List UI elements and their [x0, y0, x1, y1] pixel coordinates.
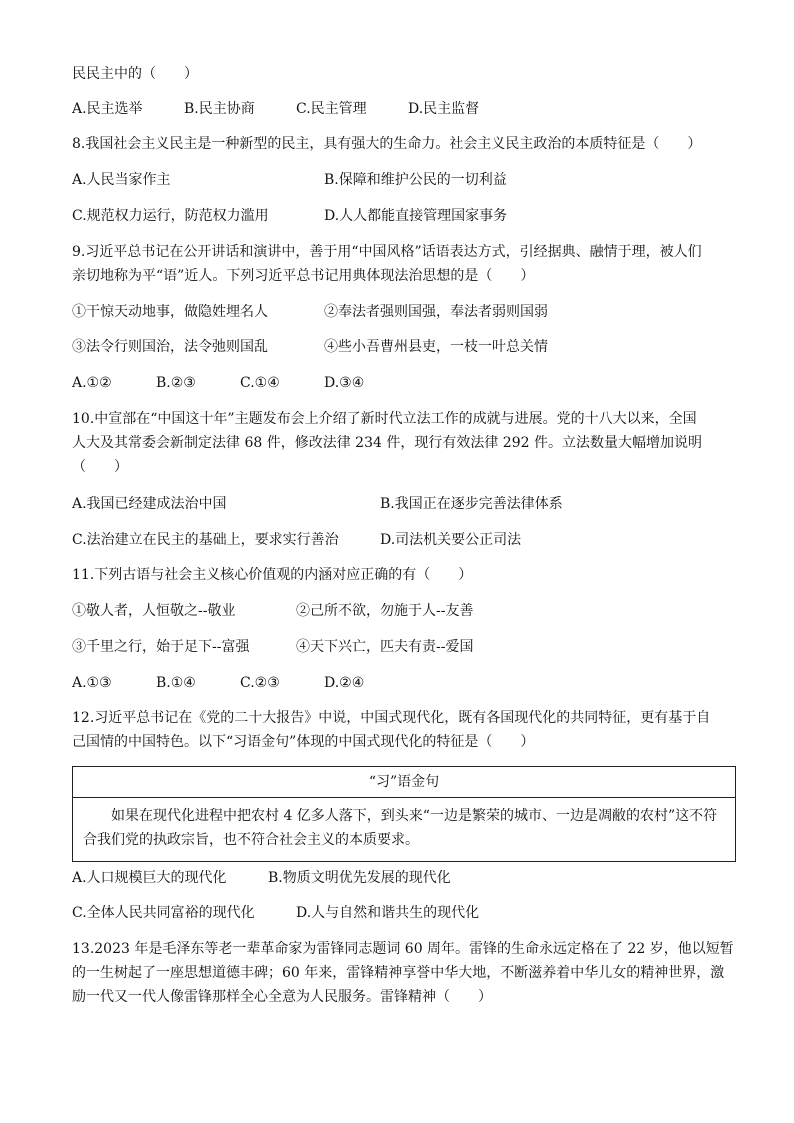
q7-option-b: B.民主协商: [184, 101, 255, 117]
q9-statement-1: ①干惊天动地事，做隐姓埋名人: [72, 304, 268, 320]
quote-box-body: [73, 798, 735, 852]
q12-option-b: B.物质文明优先发展的现代化: [268, 870, 451, 886]
q11-statement-2: ②己所不欲，勿施于人--友善: [296, 603, 474, 619]
quote-box-line1: 如果在现代化进程中把农村 4 亿多人落下，到头来“一边是繁荣的城市、一边是凋敝的农村”这不符: [111, 808, 718, 824]
q11-statement-1: ①敬人者，人恒敬之--敬业: [72, 603, 236, 619]
q9-option-b: B.②③: [156, 375, 196, 391]
q7-stem-end: 民民主中的（ ）: [72, 66, 198, 82]
q10-stem-line3: （ ）: [72, 459, 128, 475]
q12-stem-line1: 12.习近平总书记在《党的二十大报告》中说，中国式现代化，既有各国现代化的共同特征，更有基于自: [72, 710, 711, 726]
q11-statement-3: ③千里之行，始于足下--富强: [72, 639, 250, 655]
q8-stem: 8.我国社会主义民主是一种新型的民主，具有强大的生命力。社会主义民主政治的本质特征是（ ）: [72, 136, 702, 152]
q8-option-a: A.人民当家作主: [72, 172, 171, 188]
q9-statement-2: ②奉法者强则国强，奉法者弱则国弱: [324, 304, 548, 320]
q13-stem-line2: 的一生树起了一座思想道德丰碑；60 年来，雷锋精神享誉中华大地，不断滋养着中华儿女的精神世界，激: [72, 965, 725, 981]
q11-option-a: A.①③: [72, 675, 112, 691]
q12-option-c: C.全体人民共同富裕的现代化: [72, 905, 255, 921]
q11-option-b: B.①④: [156, 675, 196, 691]
q10-option-c: C.法治建立在民主的基础上，要求实行善治: [72, 532, 339, 548]
q8-option-c: C.规范权力运行，防范权力滥用: [72, 208, 269, 224]
q7-option-d: D.民主监督: [408, 101, 480, 117]
q9-stem-line2: 亲切地称为平“语”近人。下列习近平总书记用典体现法治思想的是（ ）: [72, 268, 535, 284]
quote-box: [72, 766, 736, 862]
q11-option-d: D.②④: [324, 675, 365, 691]
q10-option-a: A.我国已经建成法治中国: [72, 496, 227, 512]
quote-box-line2: 合我们党的执政宗旨，也不符合社会主义的本质要求。: [83, 832, 419, 848]
q9-stem-line1: 9.习近平总书记在公开讲话和演讲中，善于用“中国风格”话语表达方式，引经据典、融情于理，被人们: [72, 244, 702, 260]
q9-option-d: D.③④: [324, 375, 365, 391]
q10-option-b: B.我国正在逐步完善法律体系: [380, 496, 563, 512]
q8-option-b: B.保障和维护公民的一切利益: [324, 172, 507, 188]
q9-statement-4: ④些小吾曹州县吏，一枝一叶总关情: [324, 339, 548, 355]
q7-option-c: C.民主管理: [296, 101, 367, 117]
q13-stem-line3: 励一代又一代人像雷锋那样全心全意为人民服务。雷锋精神（ ）: [72, 989, 492, 1005]
q7-option-a: A.民主选举: [72, 101, 143, 117]
q12-option-a: A.人口规模巨大的现代化: [72, 870, 227, 886]
q9-statement-3: ③法令行则国治，法令弛则国乱: [72, 339, 268, 355]
q13-stem-line1: 13.2023 年是毛泽东等老一辈革命家为雷锋同志题词 60 周年。雷锋的生命永远定格在了 22 岁，他以短暂: [72, 941, 734, 957]
q9-option-c: C.①④: [240, 375, 280, 391]
q8-option-d: D.人人都能直接管理国家事务: [324, 208, 508, 224]
q10-option-d: D.司法机关要公正司法: [380, 532, 522, 548]
q11-option-c: C.②③: [240, 675, 280, 691]
q12-option-d: D.人与自然和谐共生的现代化: [296, 905, 480, 921]
q12-stem-line2: 己国情的中国特色。以下“习语金句”体现的中国式现代化的特征是（ ）: [72, 734, 535, 750]
q11-statement-4: ④天下兴亡，匹夫有责--爱国: [296, 639, 474, 655]
q11-stem: 11.下列古语与社会主义核心价值观的内涵对应正确的有（ ）: [72, 567, 473, 583]
q10-stem-line2: 人大及其常委会新制定法律 68 件，修改法律 234 件，现行有效法律 292 件。立法数量大幅增加说明: [72, 435, 702, 451]
q9-option-a: A.①②: [72, 375, 112, 391]
q10-stem-line1: 10.中宣部在“中国这十年”主题发布会上介绍了新时代立法工作的成就与进展。党的十八大以来，全国: [72, 411, 697, 427]
quote-box-title: “习”语金句: [73, 767, 735, 798]
